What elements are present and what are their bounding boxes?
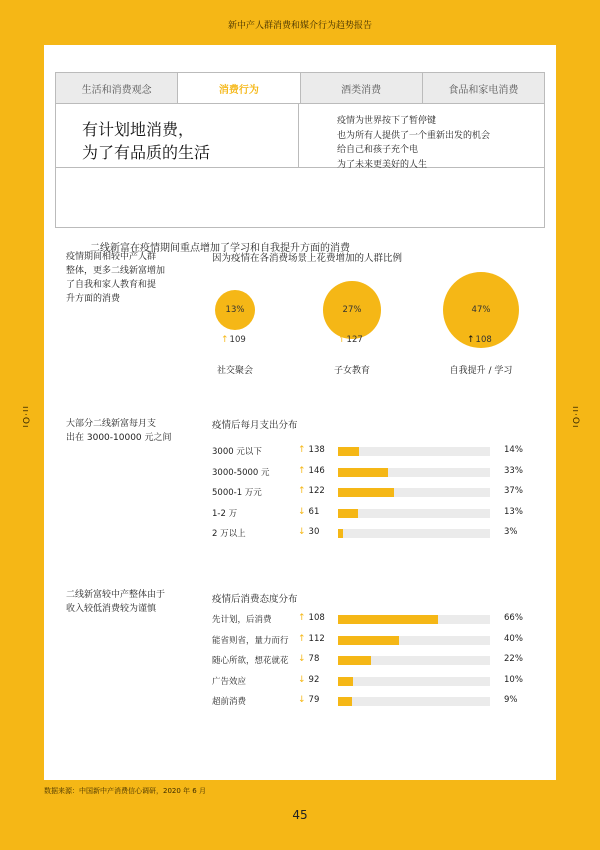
bar-index (298, 527, 319, 537)
bar-percent-label: 22% (504, 654, 523, 664)
tab-lifestyle[interactable]: 生活和消费观念 (56, 73, 178, 103)
note-line: 出在 3000-10000 元之间 (66, 433, 172, 443)
block1-note (66, 250, 186, 306)
bar-index (298, 695, 319, 705)
bar-index-value: 78 (308, 654, 320, 664)
arrow-up-icon: ↑ (298, 633, 306, 644)
attitude-chart-title: 疫情后消费态度分布 (212, 594, 298, 605)
bar-row (212, 654, 542, 666)
quote-line: 疫情为世界按下了暂停键 (337, 116, 437, 126)
bar-index (298, 654, 319, 664)
arrow-down-icon: ↓ (298, 527, 306, 537)
side-mark-right: ıı·Oı (570, 406, 580, 429)
bar-track (338, 468, 490, 477)
bar (338, 677, 353, 686)
bubble-percent-label: 27% (342, 304, 362, 315)
data-source: 数据来源：中国新中产消费信心调研，2020 年 6 月 (44, 787, 206, 795)
bar-track (338, 488, 490, 497)
bar-category-label: 5000-1 万元 (212, 488, 262, 498)
arrow-down-icon: ↓ (298, 654, 306, 664)
bar-track (338, 636, 490, 645)
bar-row (212, 613, 542, 625)
bar-category-label: 超前消费 (212, 697, 247, 707)
bar-category-label: 先计划，后消费 (212, 615, 272, 625)
bar-percent-label: 13% (504, 506, 523, 517)
bar (338, 615, 438, 624)
arrow-up-icon: ↑ (338, 335, 346, 345)
quote-line: 也为所有人提供了一个重新出发的机会 (337, 130, 491, 141)
bar-percent-label: 10% (504, 674, 523, 685)
block2-note (66, 417, 186, 445)
headline (56, 104, 299, 167)
bar (338, 697, 352, 706)
bar-track (338, 656, 490, 665)
bar-index-value: 30 (308, 527, 320, 537)
headline-line-2: 为了有品质的生活 (82, 143, 211, 162)
bar (338, 468, 388, 477)
bubble-index (467, 335, 492, 345)
bar-track (338, 615, 490, 624)
content-panel (44, 45, 556, 780)
bubble-index (221, 335, 246, 345)
bar (338, 447, 359, 456)
bar-percent-label: 33% (504, 465, 523, 476)
bubble-percent-label: 13% (225, 304, 245, 315)
bar-index-value: 112 (308, 633, 325, 644)
note-line: 了自我和家人教育和提 (66, 280, 157, 290)
bar-index (298, 634, 325, 644)
bar (338, 509, 358, 518)
bubble-category-label: 社交聚会 (216, 366, 253, 376)
bar-row (212, 507, 542, 519)
bar (338, 529, 343, 538)
quote-line: 给自己和孩子充个电 (337, 145, 419, 155)
bar-percent-label: 40% (504, 633, 523, 644)
bar-percent-label: 3% (504, 527, 518, 537)
block3-note (66, 588, 186, 616)
arrow-up-icon: ↑ (298, 445, 306, 455)
bar-percent-label: 9% (504, 695, 518, 705)
bubble (323, 281, 381, 339)
note-line: 收入较低消费较为谨慎 (66, 604, 157, 614)
header-row (56, 104, 544, 168)
bar (338, 488, 394, 497)
bar-percent-label: 37% (504, 486, 523, 496)
bar-track (338, 529, 490, 538)
bubble (215, 290, 255, 330)
bubble-category-label: 子女教育 (333, 366, 370, 376)
bar-category-label: 广告效应 (212, 676, 247, 687)
bar-category-label: 3000-5000 元 (212, 467, 270, 478)
arrow-up-icon: ↑ (298, 486, 306, 496)
note-line: 疫情期间相较中产人群 (66, 252, 157, 262)
bar-index (298, 445, 325, 455)
bar-index-value: 108 (308, 613, 325, 623)
bar-index-value: 61 (308, 506, 320, 517)
headline-line-1: 有计划地消费， (82, 120, 195, 139)
tab-bar (56, 73, 544, 104)
arrow-up-icon: ↑ (221, 335, 229, 345)
bar-percent-label: 14% (504, 445, 523, 455)
bar-index-value: 92 (308, 674, 320, 685)
arrow-down-icon: ↓ (298, 674, 306, 685)
arrow-up-icon: ↑ (298, 613, 306, 623)
bar-row (212, 466, 542, 478)
bubble-index-value: 127 (346, 335, 363, 345)
bar-index (298, 675, 319, 685)
bubble-chart-title: 因为疫情在各消费场景上花费增加的人群比例 (212, 253, 403, 264)
note-line: 二线新富较中产整体由于 (66, 590, 166, 600)
bar-index (298, 613, 325, 623)
bar-index (298, 486, 325, 496)
bar-row (212, 445, 542, 457)
bar-track (338, 677, 490, 686)
spending-chart-title: 疫情后每月支出分布 (212, 420, 298, 431)
bar-track (338, 447, 490, 456)
tab-food-appliances[interactable]: 食品和家电消费 (423, 73, 544, 103)
arrow-down-icon: ↓ (298, 695, 306, 705)
bar-category-label: 1-2 万 (212, 508, 238, 519)
bubble-index-value: 108 (475, 335, 492, 345)
bar-row (212, 486, 542, 498)
bar-index-value: 79 (308, 695, 320, 705)
bubble-category-label: 自我提升 / 学习 (449, 366, 513, 376)
bar-index-value: 122 (308, 486, 325, 496)
bubble-index (338, 335, 363, 345)
bar-percent-label: 66% (504, 613, 523, 623)
bar-category-label: 随心所欲，想花就花 (212, 656, 289, 666)
note-line: 大部分二线新富每月支 (66, 419, 157, 429)
bar-row (212, 675, 542, 687)
bar-category-label: 3000 元以下 (212, 447, 262, 457)
tab-alcohol[interactable]: 酒类消费 (301, 73, 423, 103)
arrow-down-icon: ↓ (298, 506, 306, 517)
quote-line: 为了未来更美好的人生 (337, 159, 428, 170)
bubble-percent-label: 47% (471, 305, 491, 315)
bar (338, 636, 399, 645)
bar (338, 656, 371, 665)
quote (299, 104, 491, 170)
bar-row (212, 695, 542, 707)
bar-index (298, 466, 325, 476)
tab-consumer-behavior[interactable]: 消费行为 (178, 73, 300, 103)
section-title: 二线新富在疫情期间重点增加了学习和自我提升方面的消费 (90, 243, 350, 254)
note-line: 升方面的消费 (66, 294, 121, 304)
side-mark-left: ıı·Oı (20, 406, 30, 429)
bar-index-value: 138 (308, 445, 325, 455)
bar-category-label: 能省则省，量力而行 (212, 635, 289, 646)
page-number: 45 (292, 808, 308, 822)
bar-index-value: 146 (308, 465, 325, 476)
bubble-index-value: 109 (229, 335, 246, 345)
bar-index (298, 507, 319, 517)
bar-row (212, 634, 542, 646)
bar-track (338, 509, 490, 518)
note-line: 整体，更多二线新富增加 (66, 266, 166, 276)
arrow-up-dark-icon: ↑ (467, 335, 475, 345)
bar-track (338, 697, 490, 706)
header-card (55, 72, 545, 254)
report-title: 新中产人群消费和媒介行为趋势报告 (227, 21, 372, 31)
bar-category-label: 2 万以上 (212, 529, 246, 539)
arrow-up-icon: ↑ (298, 465, 306, 476)
bar-row (212, 527, 542, 539)
